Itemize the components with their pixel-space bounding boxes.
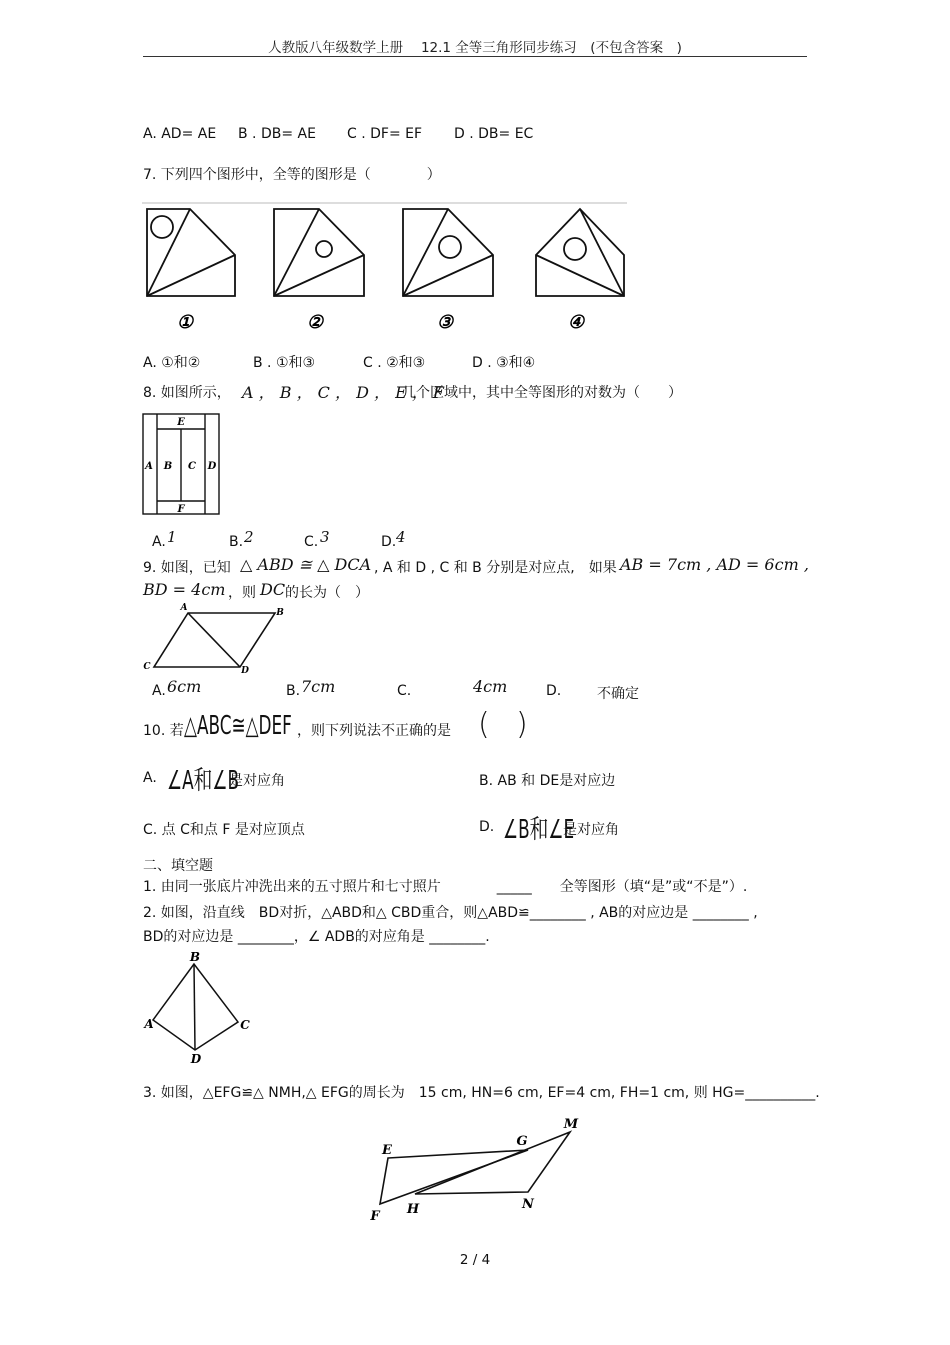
q8-prefix: 8. 如图所示，: [143, 385, 231, 401]
fill-q2-line2: BD的对应边是 ________，∠ ADB的对应角是 ________.: [143, 929, 490, 945]
q9-label-d: D: [241, 666, 249, 676]
q7-question: 7. 下列四个图形中，全等的图形是（ ）: [143, 167, 441, 183]
fill-q3-figure: [360, 1112, 590, 1227]
fill-q3-label-e: E: [382, 1143, 392, 1158]
q9-option-a-prefix: A.: [152, 683, 166, 699]
q7-shape-4: [536, 209, 624, 296]
q8-regions: A ， B ， C ， D ， E ， F: [242, 383, 445, 402]
q8-option-d-prefix: D.: [381, 534, 397, 550]
q8-label-f: F: [177, 504, 185, 515]
section-title-fill-blank: 二、填空题: [143, 858, 213, 874]
q7-shape-2: [274, 209, 364, 296]
q10-option-c: C. 点 C和点 F 是对应顶点: [143, 822, 305, 838]
q9-option-b-prefix: B.: [286, 683, 301, 699]
q6-option-a: A. AD= AE: [143, 126, 217, 142]
q8-label-b: B: [163, 461, 173, 472]
fill-q1: 1. 由同一张底片冲洗出来的五寸照片和七寸照片 _____ 全等图形（填“是”或“不是”）.: [143, 879, 748, 895]
q10-option-d-text: 是对应角: [563, 822, 619, 838]
q10-option-a-angles: ∠A和∠B: [167, 766, 239, 796]
q10-paren-right: ): [516, 707, 528, 742]
q8-option-b-prefix: B.: [229, 534, 244, 550]
q9-figure: [140, 600, 290, 678]
q10-prefix: 10. 若: [143, 723, 184, 739]
q8-option-a: 1: [167, 528, 177, 546]
q7-option-d: D . ③和④: [472, 355, 536, 371]
q7-label-4: ④: [567, 312, 585, 333]
page-header: 人教版八年级数学上册 12.1 全等三角形同步练习 (不包含答案 ): [268, 40, 682, 56]
q8-figure: [142, 413, 222, 517]
page-number: 2 / 4: [459, 1252, 491, 1268]
q9-label-a: A: [180, 603, 188, 613]
q8-label-e: E: [177, 417, 185, 428]
q9-option-d: 不确定: [597, 686, 639, 702]
q9-option-c-prefix: C.: [397, 683, 412, 699]
q8-label-d: D: [207, 461, 217, 472]
fill-q3-label-h: H: [406, 1202, 420, 1217]
q7-shape-3: [403, 209, 493, 296]
q7-option-c: C . ②和③: [363, 355, 426, 371]
q7-label-2: ②: [306, 312, 324, 333]
q10-suffix: ，则下列说法不正确的是: [297, 723, 451, 739]
q7-figure: [140, 200, 630, 335]
q10-option-d-prefix: D.: [479, 819, 495, 835]
fill-q3-label-n: N: [522, 1197, 534, 1212]
q8-option-c: 3: [320, 528, 330, 546]
q9-label-b: B: [276, 608, 284, 618]
q7-option-b: B . ①和③: [253, 355, 316, 371]
q8-option-b: 2: [244, 528, 254, 546]
q9-option-c: 4cm: [473, 677, 508, 696]
q8-label-c: C: [188, 461, 196, 472]
fill-q3: 3. 如图，△EFG≌△ NMH,△ EFG的周长为 15 cm, HN=6 cm, EF=4 cm, FH=1 cm, 则 HG=__________.: [143, 1085, 820, 1101]
fill-q2-label-c: C: [240, 1018, 250, 1032]
q10-paren-left: (: [478, 707, 490, 742]
q7-label-1: ①: [176, 312, 194, 333]
fill-q3-label-f: F: [370, 1209, 380, 1224]
q6-option-d: D . DB= EC: [454, 126, 534, 142]
q10-option-a-text: 是对应角: [229, 773, 285, 789]
q9-mid: , A 和 D , C 和 B 分别是对应点, 如果: [374, 560, 617, 576]
q9-congruence: △ ABD ≅ △ DCA: [240, 555, 372, 574]
q7-option-a: A. ①和②: [143, 355, 201, 371]
q6-option-b: B . DB= AE: [238, 126, 316, 142]
fill-q2-label-a: A: [144, 1017, 154, 1031]
q10-congruence: △ABC≅△DEF: [184, 711, 292, 741]
q9-label-c: C: [143, 662, 151, 672]
q7-shape-1: [147, 209, 235, 296]
q8-label-a: A: [145, 461, 153, 472]
fill-q2-label-b: B: [189, 950, 201, 964]
q10-option-b: B. AB 和 DE是对应边: [479, 773, 616, 789]
header-divider: [143, 56, 807, 57]
fill-q2-figure: [140, 950, 260, 1068]
q9-option-d-prefix: D.: [546, 683, 562, 699]
q9-option-a: 6cm: [167, 677, 202, 696]
q9-prefix: 9. 如图，已知: [143, 560, 231, 576]
q9-suffix: 的长为（ ）: [285, 585, 369, 601]
q9-given-1: AB = 7cm , AD = 6cm ,: [620, 555, 809, 574]
q8-suffix: 几个区域中，其中全等图形的对数为（ ）: [402, 385, 682, 401]
q8-option-c-prefix: C.: [304, 534, 319, 550]
q6-option-c: C . DF= EF: [347, 126, 423, 142]
q9-given-2: BD = 4cm: [143, 580, 226, 599]
q9-option-b: 7cm: [301, 677, 336, 696]
q7-label-3: ③: [436, 312, 454, 333]
q10-option-a-prefix: A.: [143, 770, 157, 786]
fill-q3-label-m: M: [563, 1117, 579, 1132]
q9-then: ，则: [228, 585, 256, 601]
q9-dc: DC: [260, 580, 286, 599]
q8-option-a-prefix: A.: [152, 534, 166, 550]
q8-option-d: 4: [396, 528, 406, 546]
q10-option-d-angles: ∠B和∠E: [503, 815, 575, 845]
fill-q2-label-d: D: [190, 1052, 202, 1066]
fill-q2-line1: 2. 如图，沿直线 BD对折，△ABD和△ CBD重合，则△ABD≌________ , AB的对应边是 ________ ,: [143, 905, 758, 921]
fill-q3-label-g: G: [516, 1134, 528, 1149]
